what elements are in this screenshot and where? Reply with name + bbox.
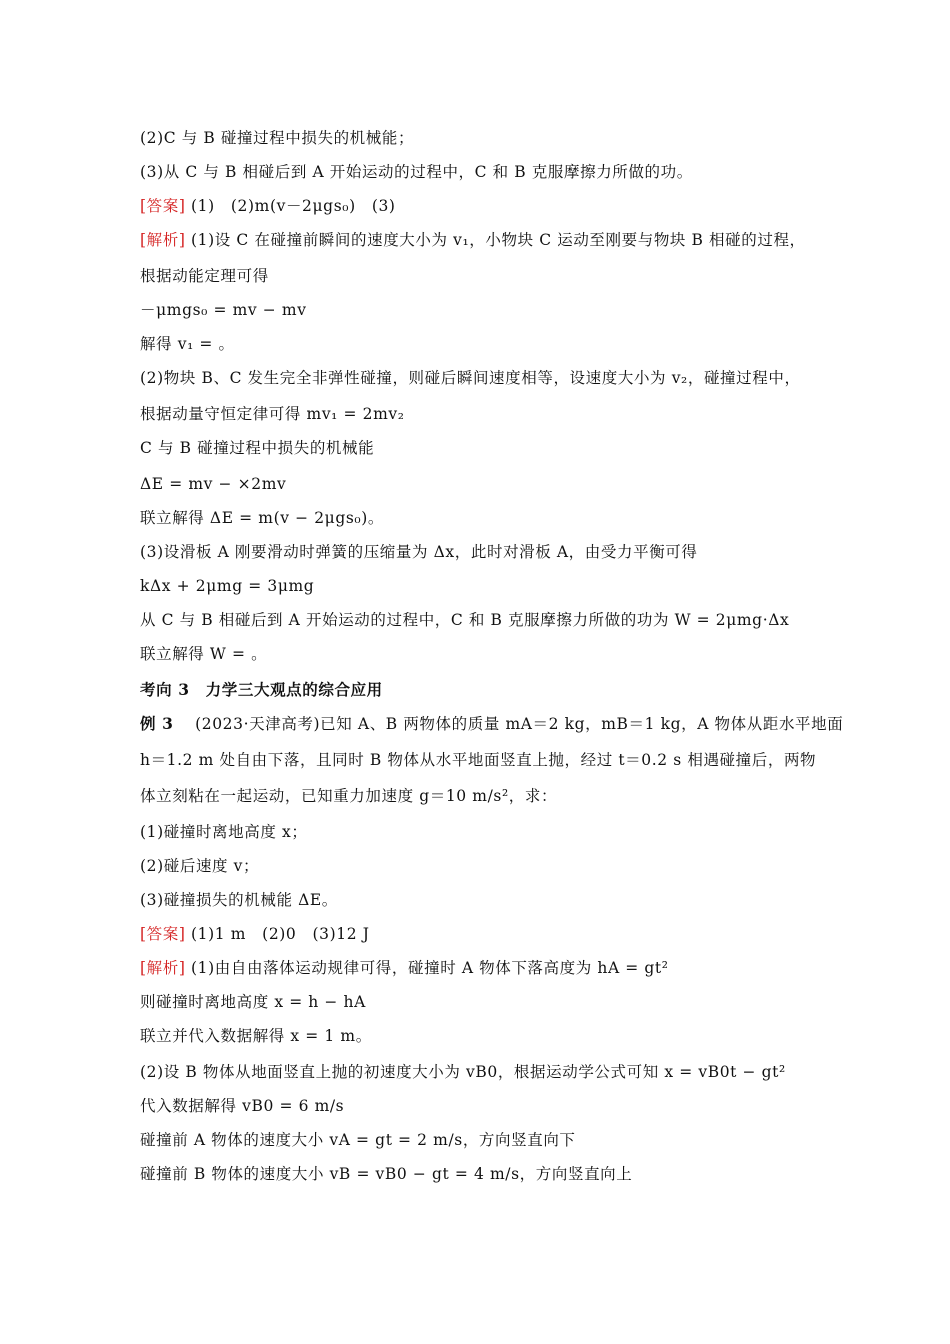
analysis-tag: [解析] bbox=[140, 959, 186, 977]
text-line: 代入数据解得 vB0 = 6 m/s bbox=[140, 1097, 345, 1115]
example-tag: 例 3 bbox=[140, 714, 174, 733]
analysis-body: (1)由自由落体运动规律可得，碰撞时 A 物体下落高度为 hA = gt² bbox=[191, 959, 669, 977]
text-line: 根据动量守恒定律可得 mv₁ = 2mv₂ bbox=[140, 405, 405, 423]
formula-line: －μmgs₀ = mv − mv bbox=[140, 301, 307, 319]
analysis-line bbox=[140, 958, 830, 978]
text-line: (3)碰撞损失的机械能 ΔE。 bbox=[140, 891, 338, 909]
text-line: 根据动能定理可得 bbox=[140, 267, 269, 285]
text-line: 联立解得 ΔE = m(v − 2μgs₀)。 bbox=[140, 509, 384, 527]
text-line: (1)碰撞时离地高度 x； bbox=[140, 823, 308, 841]
text-line: 联立并代入数据解得 x = 1 m。 bbox=[140, 1027, 372, 1045]
text-line: (3)设滑板 A 刚要滑动时弹簧的压缩量为 Δx，此时对滑板 A，由受力平衡可得 bbox=[140, 543, 698, 561]
answer-line bbox=[140, 196, 830, 216]
answer-body: (1) (2)m(v－2μgs₀) (3) bbox=[191, 197, 396, 215]
answer-body: (1)1 m (2)0 (3)12 J bbox=[191, 925, 370, 943]
answer-tag: [答案] bbox=[140, 197, 186, 215]
text-line: 解得 v₁ = 。 bbox=[140, 335, 235, 353]
text-line: 则碰撞时离地高度 x = h − hA bbox=[140, 993, 366, 1011]
text-line: (2)设 B 物体从地面竖直上抛的初速度大小为 vB0，根据运动学公式可知 x = vB0t − gt² bbox=[140, 1063, 786, 1081]
text-line: (3)从 C 与 B 相碰后到 A 开始运动的过程中，C 和 B 克服摩擦力所做的功。 bbox=[140, 163, 693, 181]
text-line: 联立解得 W = 。 bbox=[140, 645, 268, 663]
answer-tag: [答案] bbox=[140, 925, 186, 943]
text-line: 碰撞前 B 物体的速度大小 vB = vB0 − gt = 4 m/s，方向竖直向上 bbox=[140, 1165, 633, 1183]
example-body: (2023·天津高考)已知 A、B 两物体的质量 mA＝2 kg，mB＝1 kg，A 物体从距水平地面 bbox=[179, 715, 844, 733]
text-line: (2)C 与 B 碰撞过程中损失的机械能； bbox=[140, 129, 415, 147]
formula-line: kΔx + 2μmg = 3μmg bbox=[140, 577, 315, 595]
text-line: 从 C 与 B 相碰后到 A 开始运动的过程中，C 和 B 克服摩擦力所做的功为 W = 2μmg·Δx bbox=[140, 611, 790, 629]
text-line: 碰撞前 A 物体的速度大小 vA = gt = 2 m/s，方向竖直向下 bbox=[140, 1131, 576, 1149]
analysis-tag: [解析] bbox=[140, 231, 186, 249]
answer-line bbox=[140, 924, 830, 944]
text-line: h＝1.2 m 处自由下落，且同时 B 物体从水平地面竖直上抛，经过 t＝0.2 s 相遇碰撞后，两物 bbox=[140, 751, 817, 769]
text-line: (2)物块 B、C 发生完全非弹性碰撞，则碰后瞬间速度相等，设速度大小为 v₂，碰撞过程中， bbox=[140, 369, 801, 387]
analysis-body: (1)设 C 在碰撞前瞬间的速度大小为 v₁，小物块 C 运动至刚要与物块 B 相碰的过程， bbox=[191, 231, 806, 249]
analysis-line bbox=[140, 230, 830, 250]
section-heading: 考向 3 力学三大观点的综合应用 bbox=[140, 680, 383, 699]
example-line bbox=[140, 714, 844, 734]
text-line: C 与 B 碰撞过程中损失的机械能 bbox=[140, 439, 375, 457]
text-line: (2)碰后速度 v； bbox=[140, 857, 260, 875]
text-line: 体立刻粘在一起运动，已知重力加速度 g＝10 m/s²，求： bbox=[140, 787, 558, 805]
formula-line: ΔE = mv − ×2mv bbox=[140, 475, 287, 493]
